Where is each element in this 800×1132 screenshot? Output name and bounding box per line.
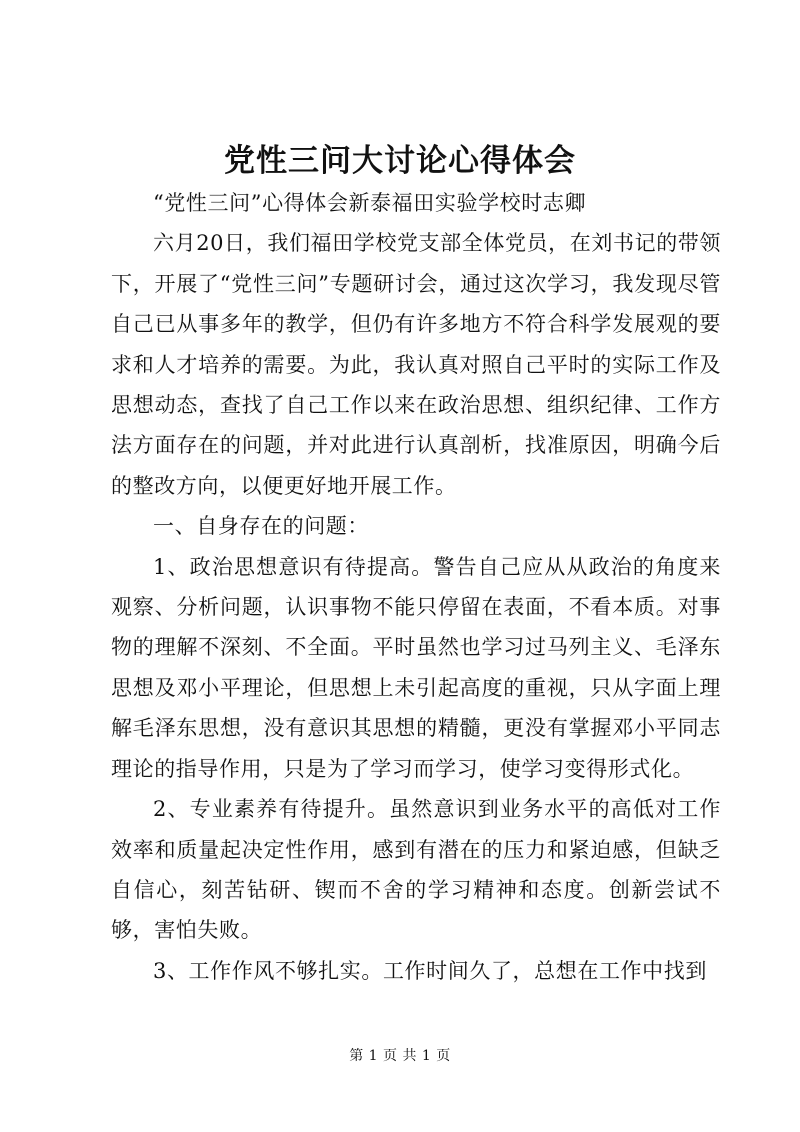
paragraph-intro: 六月20日，我们福田学校党支部全体党员，在刘书记的带领下，开展了“党性三问”专题研讨会，通过这次学习，我发现尽管自己已从事多年的教学，但仍有许多地方不符合科学发展观的要求和人才培养的需要。为此，我认真对照自己平时的实际工作及思想动态，查找了自己工作以来在政治思想、组织纪律、工作方法方面存在的问题，并对此进行认真剖析，找准原因，明确今后的整改方向，以便更好地开展工作。 — [111, 231, 721, 498]
paragraph-item-2: 2、专业素养有待提升。虽然意识到业务水平的高低对工作效率和质量起决定性作用，感到有潜在的压力和紧迫感，但缺乏自信心，刻苦钻研、锲而不舍的学习精神和态度。创新尝试不够，害怕失败。 — [111, 797, 721, 943]
document-title: 党性三问大讨论心得体会 — [224, 143, 576, 179]
document-body — [111, 183, 721, 991]
document-subtitle: “党性三问”心得体会新泰福田实验学校时志卿 — [153, 191, 587, 215]
page-footer: 第 1 页 共 1 页 — [349, 1048, 451, 1064]
paragraph-item-3: 3、工作作风不够扎实。工作时间久了，总想在工作中找到 — [153, 958, 707, 983]
paragraph-item-1: 1、政治思想意识有待提高。警告自己应从从政治的角度来观察、分析问题，认识事物不能只停留在表面，不看本质。对事物的理解不深刻、不全面。平时虽然也学习过马列主义、毛泽东思想及邓小平理论，但思想上未引起高度的重视，只从字面上理解毛泽东思想，没有意识其思想的精髓，更没有掌握邓小平同志理论的指导作用，只是为了学习而学习，使学习变得形式化。 — [111, 554, 721, 781]
section-heading-problems: 一、自身存在的问题： — [153, 514, 369, 539]
